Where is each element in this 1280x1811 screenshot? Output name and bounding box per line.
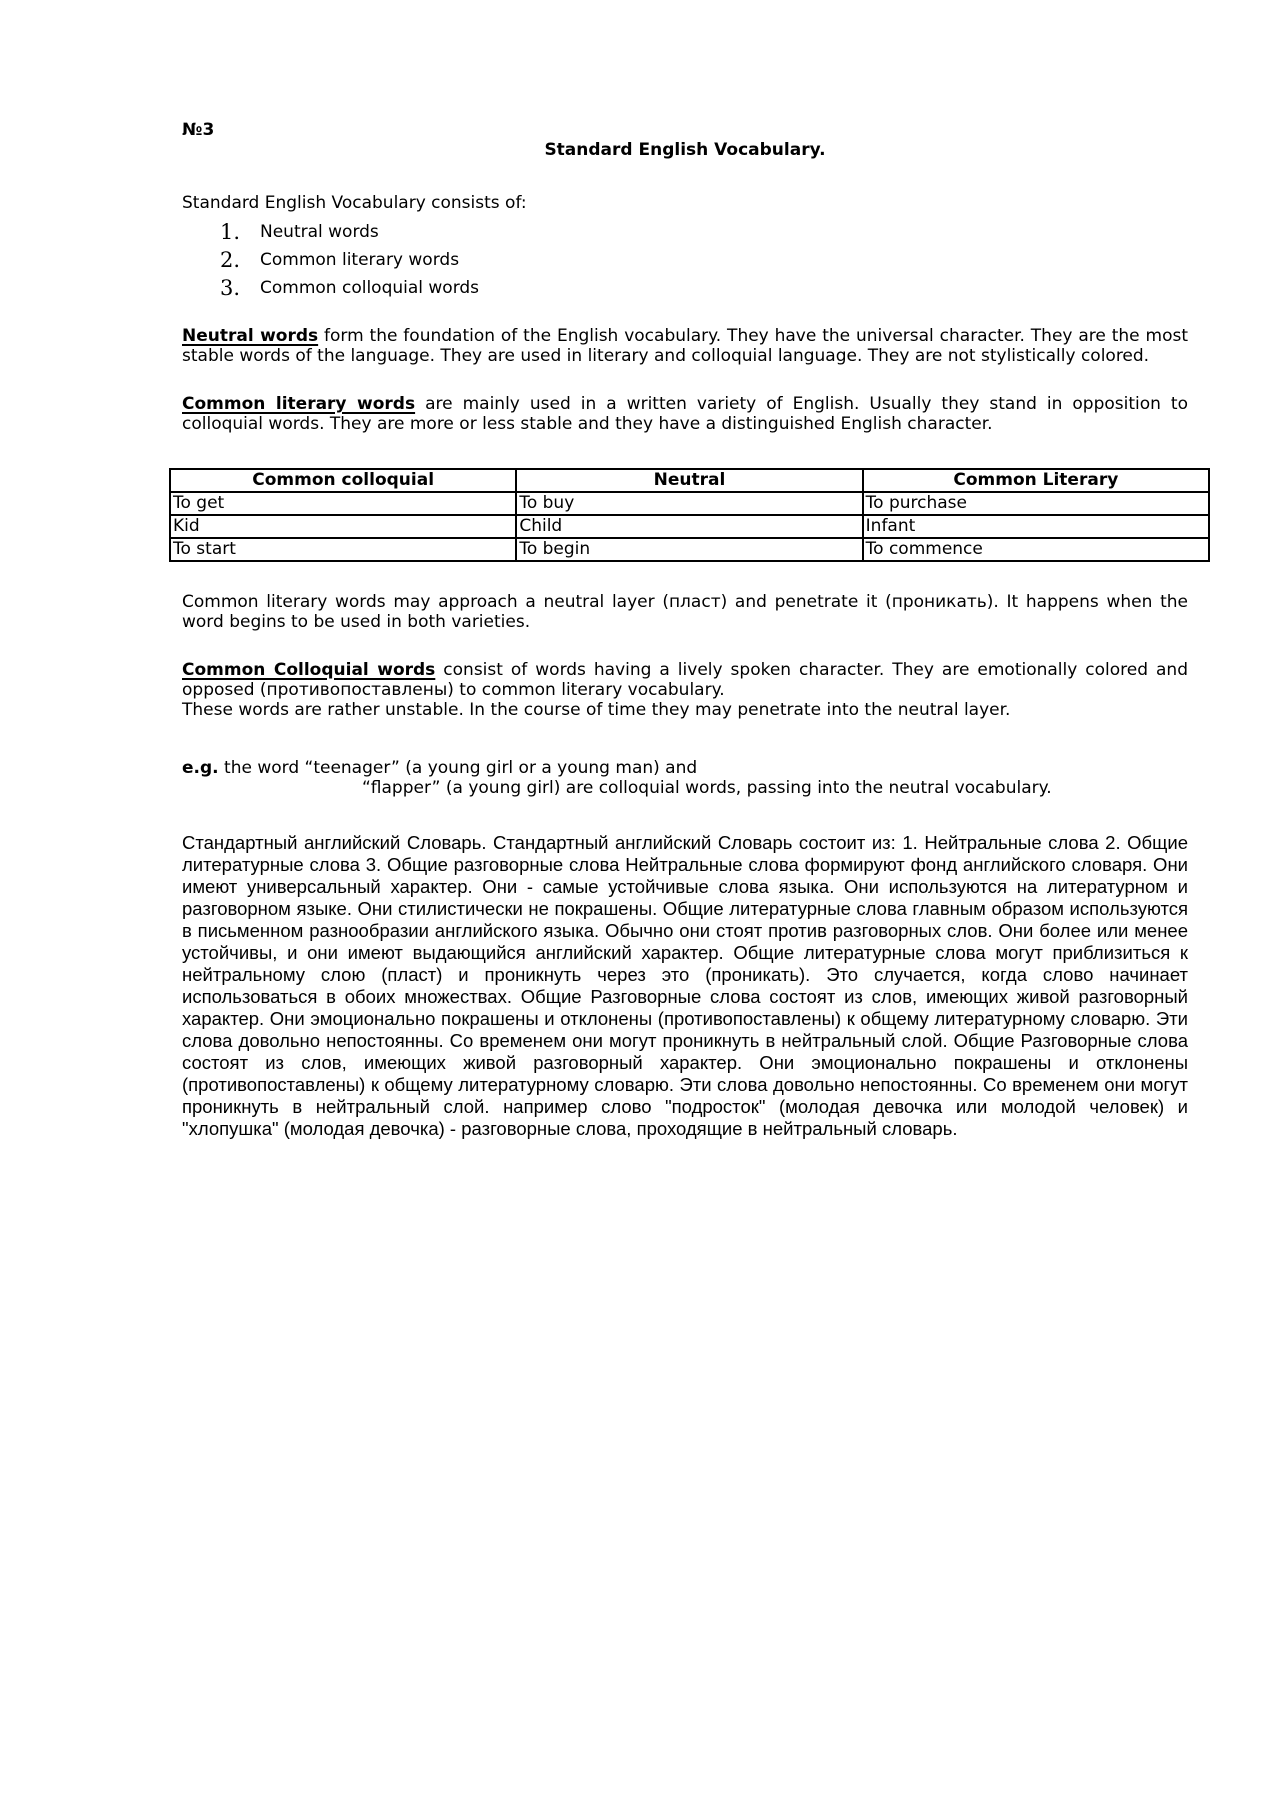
table-cell: To buy	[516, 492, 862, 515]
vocabulary-table	[169, 468, 1210, 562]
colloquial-words-term: Common Colloquial words	[182, 660, 436, 680]
document-page	[173, 120, 1188, 1140]
approach-paragraph: Common literary words may approach a neutral layer (пласт) and penetrate it (проникать). It happens when the word begins to be used in both varieties.	[182, 592, 1188, 632]
list-item-text: Neutral words	[260, 222, 379, 242]
list-item	[220, 218, 1188, 246]
example-text-1: the word “teenager” (a young girl or a young man) and	[218, 758, 698, 778]
neutral-words-paragraph	[182, 326, 1188, 366]
section-number: №3	[182, 120, 215, 140]
list-marker: 3.	[220, 276, 241, 300]
list-item-text: Common colloquial words	[260, 278, 480, 298]
unstable-paragraph: These words are rather unstable. In the course of time they may penetrate into the neutral layer.	[182, 700, 1011, 720]
table-header-colloquial: Common colloquial	[170, 469, 516, 492]
table-cell: Child	[516, 515, 862, 538]
list-marker: 2.	[220, 248, 241, 272]
literary-words-paragraph	[182, 394, 1188, 434]
table-cell: To begin	[516, 538, 862, 561]
literary-words-term: Common literary words	[182, 394, 416, 414]
literary-words-text: are mainly used in a written variety of English. Usually they stand in opposition to colloquial words. They are more or less stable and they have a distinguished English character.	[182, 394, 1188, 434]
table-header-row	[170, 469, 1209, 492]
intro-text: Standard English Vocabulary consists of:	[182, 193, 527, 213]
table-row	[170, 538, 1209, 561]
table-cell: To purchase	[863, 492, 1209, 515]
list-marker: 1.	[220, 220, 241, 244]
russian-translation-paragraph: Стандартный английский Словарь. Стандартный английский Словарь состоит из: 1. Нейтральные слова 2. Общие литературные слова 3. Общие разговорные слова Нейтральные слова формируют фонд английского словаря. Они имеют универсальный характер. Они - самые устойчивые слова языка. Они используются на литературном и разговорном языке. Они стилистически не покрашены. Общие литературные слова главным образом используются в письменном разнообразии английского языка. Обычно они стоят против разговорных слов. Они более или менее устойчивы, и они имеют выдающийся английский характер. Общие литературные слова могут приблизиться к нейтральному слою (пласт) и проникнуть через это (проникать). Это случается, когда слово начинает использоваться в обоих множествах. Общие Разговорные слова состоят из слов, имеющих живой разговорный характер. Они эмоционально покрашены и отклонены (противопоставлены) к общему литературному словарю. Эти слова довольно непостоянны. Со временем они могут проникнуть в нейтральный слой. Общие Разговорные слова состоят из слов, имеющих живой разговорный характер. Они эмоционально покрашены и отклонены (противопоставлены) к общему литературному словарю. Эти слова довольно непостоянны. Со временем они могут проникнуть в нейтральный слой. например слово "подросток" (молодая девочка или молодой человек) и "хлопушка" (молодая девочка) - разговорные слова, проходящие в нейтральный словарь.	[182, 832, 1188, 1139]
table-header-neutral: Neutral	[516, 469, 862, 492]
neutral-words-text: form the foundation of the English vocabulary. They have the universal character. They are the most stable words of the language. They are used in literary and colloquial language. They are not stylistically colored.	[182, 326, 1188, 366]
neutral-words-term: Neutral words	[182, 326, 319, 346]
table-row	[170, 492, 1209, 515]
page-title: Standard English Vocabulary.	[544, 140, 826, 160]
list-item	[220, 246, 1188, 274]
list-item-text: Common literary words	[260, 250, 460, 270]
table-cell: To start	[170, 538, 516, 561]
vocabulary-list	[182, 218, 1188, 302]
example-line-2: “flapper” (a young girl) are colloquial words, passing into the neutral vocabulary.	[362, 778, 1052, 798]
table-cell: To commence	[863, 538, 1209, 561]
table-row	[170, 515, 1209, 538]
example-line-1	[182, 758, 1188, 778]
table-cell: To get	[170, 492, 516, 515]
table-cell: Kid	[170, 515, 516, 538]
list-item	[220, 274, 1188, 302]
example-label: e.g.	[182, 758, 219, 778]
colloquial-words-text: consist of words having a lively spoken character. They are emotionally colored and opposed (противопоставлены) to common literary vocabulary.	[182, 660, 1188, 700]
colloquial-words-paragraph	[182, 660, 1188, 700]
table-cell: Infant	[863, 515, 1209, 538]
table-header-literary: Common Literary	[863, 469, 1209, 492]
